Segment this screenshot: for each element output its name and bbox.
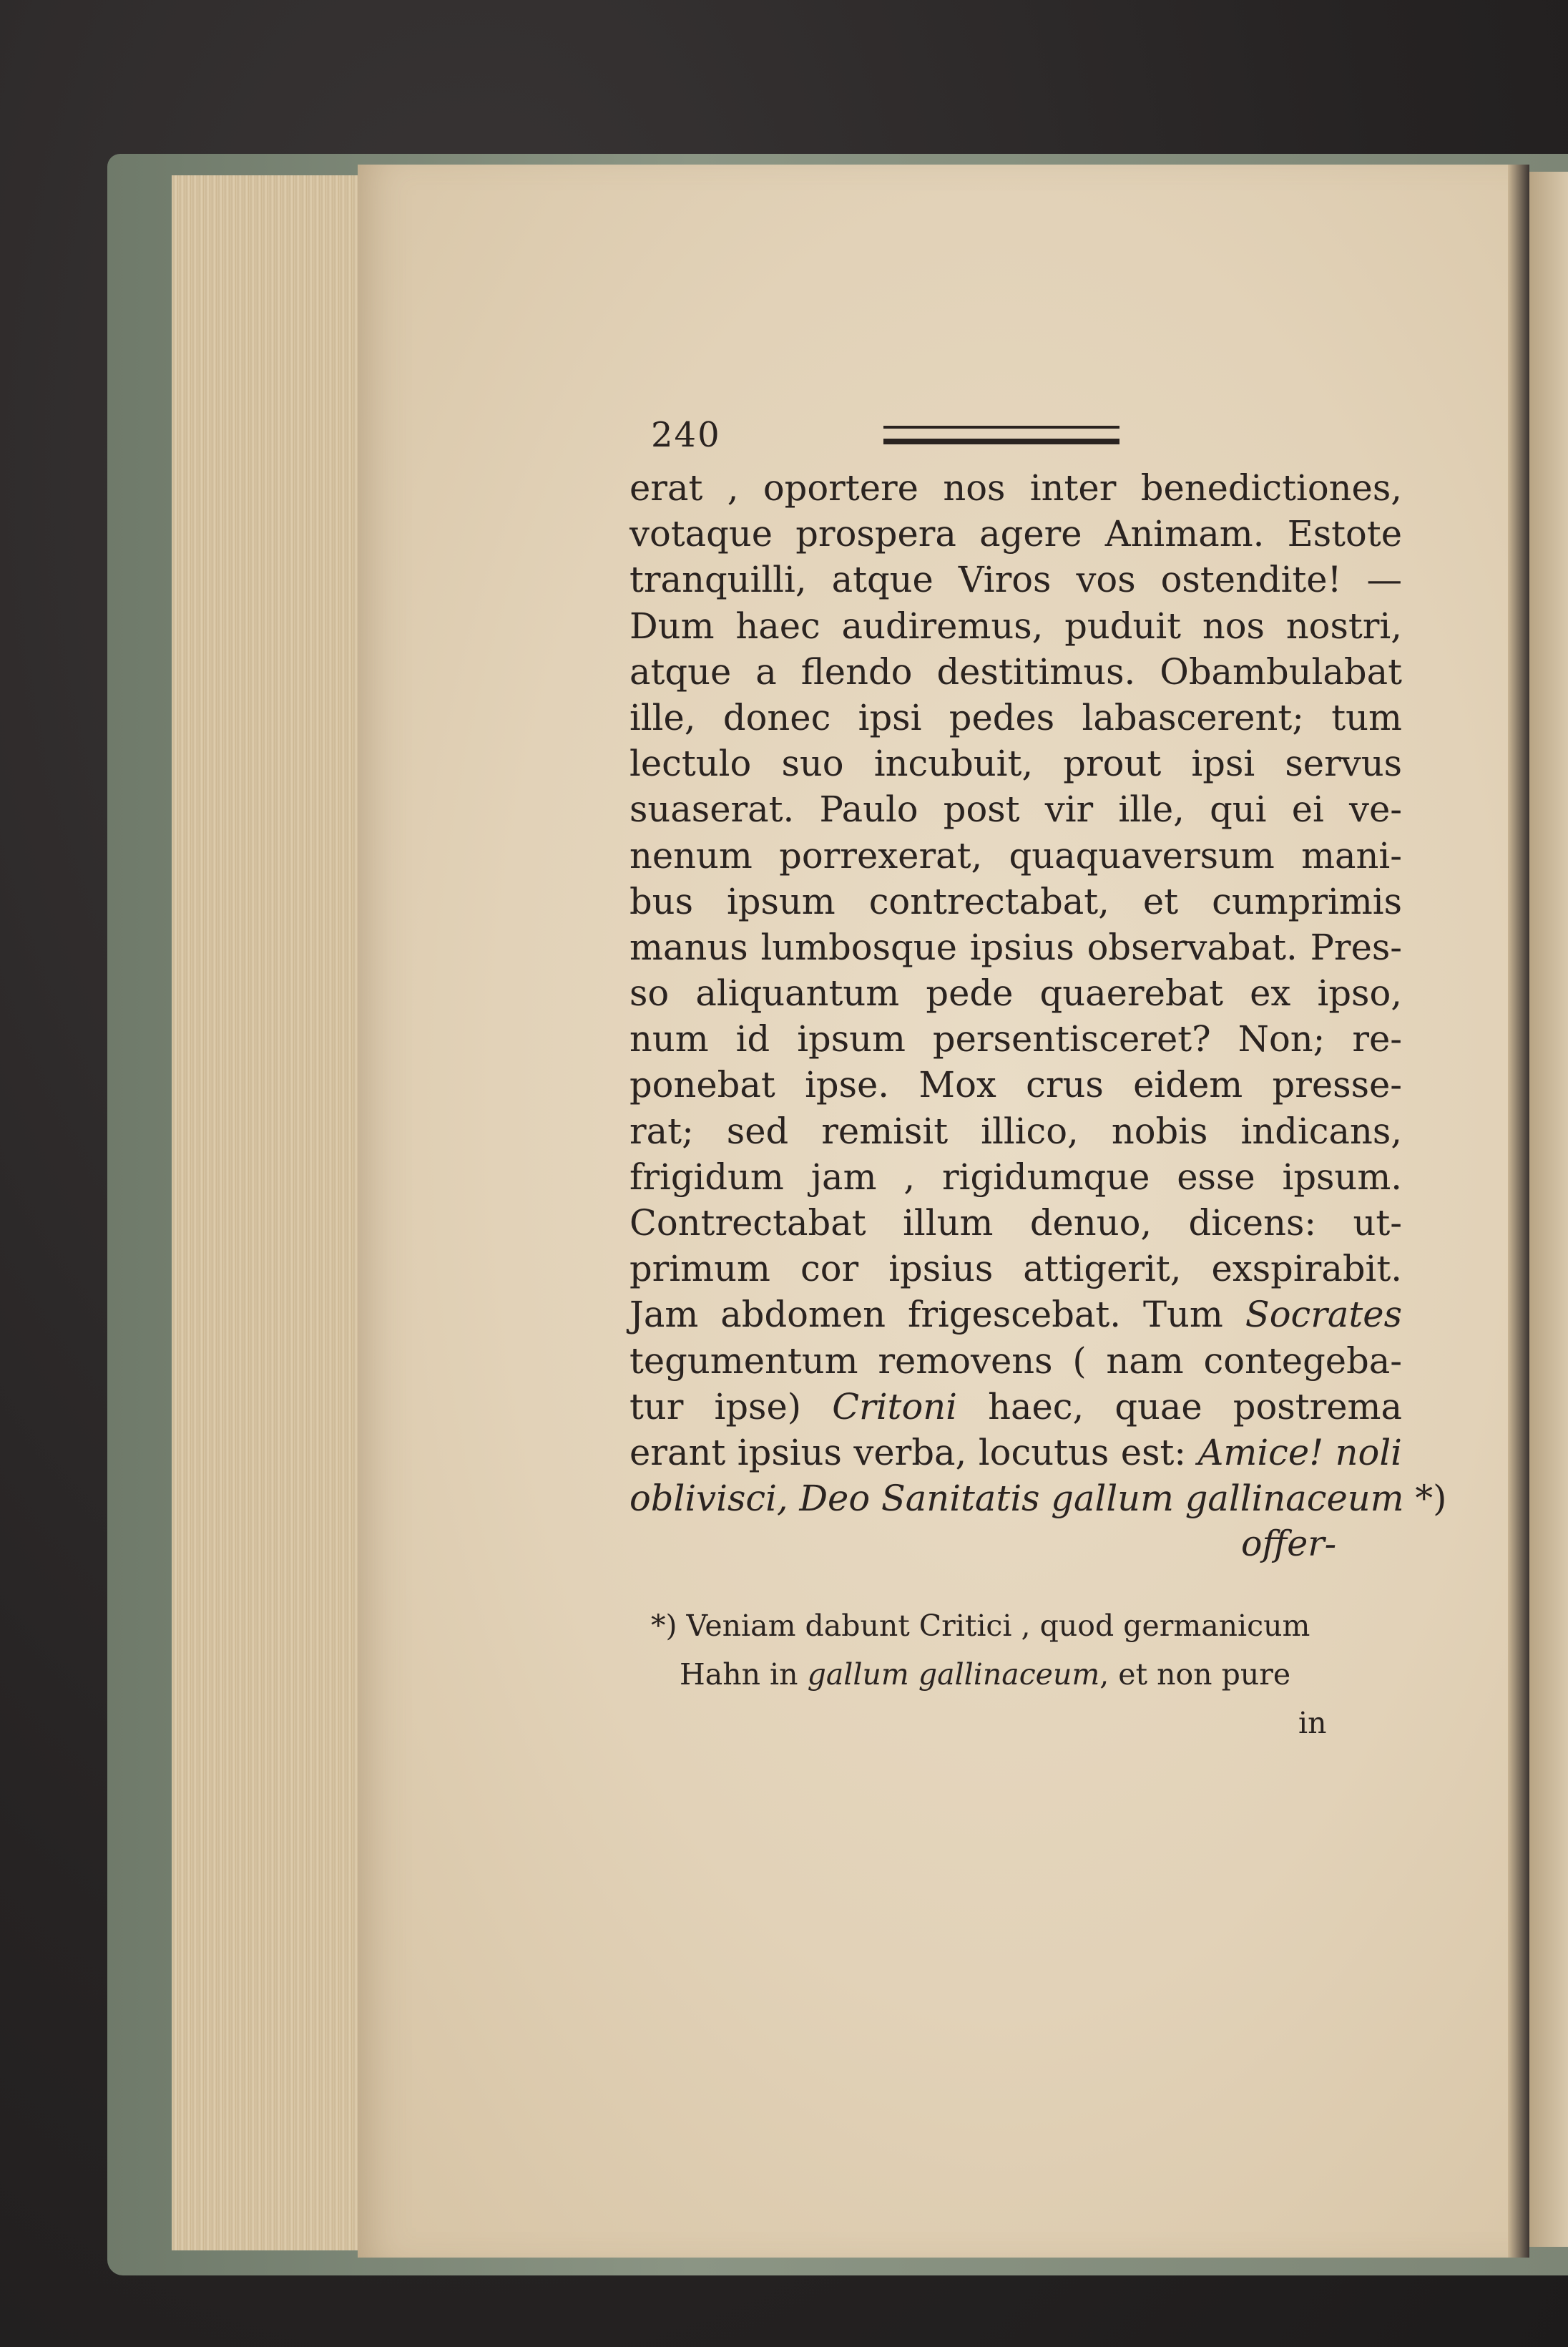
text-segment: , et non pure bbox=[1099, 1657, 1291, 1692]
footnote-line bbox=[629, 1650, 1402, 1699]
text-line: primum cor ipsius attigerit, exspirabit. bbox=[629, 1248, 1402, 1290]
text-line bbox=[629, 1292, 1402, 1337]
header-rule bbox=[883, 426, 1119, 444]
text-line: ille, donec ipsi pedes labascerent; tum bbox=[629, 696, 1402, 738]
page-block-edges bbox=[172, 175, 373, 2250]
text-line: votaque prospera agere Animam. Estote bbox=[629, 513, 1402, 555]
text-line: ponebat ipse. Mox crus eidem presse- bbox=[629, 1064, 1402, 1106]
quote-italic: Amice! noli bbox=[1197, 1431, 1402, 1473]
text-segment: Jam abdomen frigescebat. Tum bbox=[629, 1294, 1245, 1336]
catchword: offer- bbox=[1241, 1523, 1337, 1565]
text-line: tranquilli, atque Viros vos ostendite! — bbox=[629, 559, 1402, 601]
text-line bbox=[629, 1384, 1402, 1430]
page-gutter bbox=[1508, 165, 1529, 2258]
text-line: nenum porrexerat, quaquaversum mani- bbox=[629, 834, 1402, 877]
text-line: atque a flendo destitimus. Obambulabat bbox=[629, 650, 1402, 693]
footnote bbox=[629, 1601, 1402, 1747]
text-line: erat , oportere nos inter benedictiones, bbox=[629, 467, 1402, 509]
name-critoni: Critoni bbox=[832, 1385, 957, 1428]
facing-page-edge bbox=[1529, 172, 1568, 2247]
text-line: suaserat. Paulo post vir ille, qui ei ve- bbox=[629, 789, 1402, 831]
text-segment: Hahn in bbox=[680, 1657, 808, 1692]
text-line: Dum haec audiremus, puduit nos nostri, bbox=[629, 605, 1402, 647]
text-segment: tur ipse) bbox=[629, 1385, 833, 1428]
text-line: so aliquantum pede quaerebat ex ipso, bbox=[629, 972, 1402, 1015]
footnote-catchword: in bbox=[1298, 1706, 1327, 1741]
body-text bbox=[629, 465, 1447, 1567]
text-line: bus ipsum contrectabat, et cumprimis bbox=[629, 880, 1402, 922]
footnote-marker: *) bbox=[1403, 1478, 1447, 1520]
quote-italic: oblivisci, Deo Sanitatis gallum gallinaceum bbox=[629, 1478, 1404, 1520]
text-line: tegumentum removens ( nam contegeba- bbox=[629, 1340, 1402, 1382]
text-line: lectulo suo incubuit, prout ipsi servus bbox=[629, 743, 1402, 785]
text-segment: erant ipsius verba, locutus est: bbox=[629, 1431, 1198, 1473]
footnote-line: *) Veniam dabunt Critici , quod germanicum bbox=[651, 1609, 1310, 1644]
text-line: manus lumbosque ipsius observabat. Pres- bbox=[629, 926, 1402, 968]
text-line bbox=[629, 1430, 1402, 1475]
text-segment: haec, quae postrema bbox=[956, 1385, 1402, 1428]
text-line: num id ipsum persentisceret? Non; re- bbox=[629, 1018, 1402, 1060]
page-number: 240 bbox=[651, 415, 721, 455]
name-socrates: Socrates bbox=[1245, 1294, 1402, 1336]
text-line: rat; sed remisit illico, nobis indicans, bbox=[629, 1110, 1402, 1152]
page-header bbox=[629, 401, 1402, 465]
text-line bbox=[629, 1475, 1447, 1521]
footnote-italic: gallum gallinaceum bbox=[807, 1657, 1100, 1692]
text-line: frigidum jam , rigidumque esse ipsum. bbox=[629, 1156, 1402, 1198]
page-text bbox=[629, 401, 1447, 1747]
text-line: Contrectabat illum denuo, dicens: ut- bbox=[629, 1202, 1402, 1244]
